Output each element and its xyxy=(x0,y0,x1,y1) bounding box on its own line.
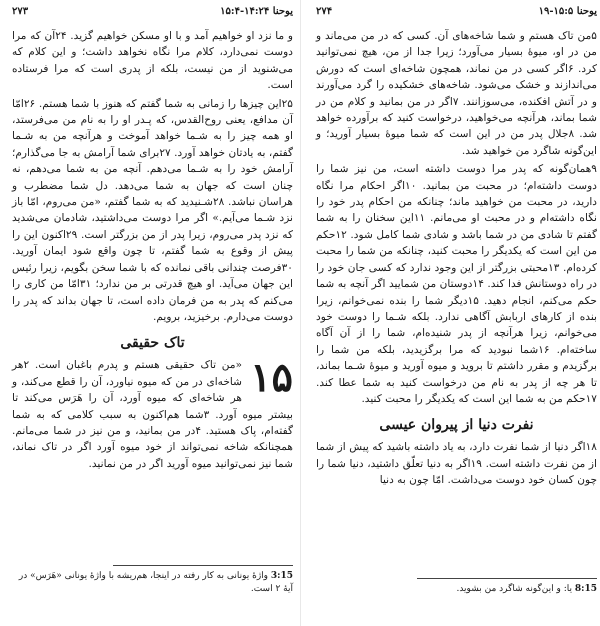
body-text xyxy=(316,28,597,407)
footnote xyxy=(12,570,293,596)
footnote-text: یا: و این‌گونه شاگرد من بشوید. xyxy=(456,584,573,594)
paragraph: «من تاک حقیقی هستم و پدرم باغبان است. ۲هر شاخه‌ای در من که میوه نیاورد، آن را قطع می‌کند، و هر شاخه‌ای که میوه آورد، آن را هَرَس می‌کند تا بیشتر میوه آورد. ۳شما هم‌اکنون به سبب کلامی که به شما گفته‌ام، پاک هستید. ۴در من بمانید، و من نیز در شما می‌مانم. همچنانکه شاخه نمی‌تواند از خود میوه آورد اگر در تاک نماند، شما نیز نمی‌توانید میوه آورید اگر در من نمانید. xyxy=(12,359,293,470)
paragraph: ۵من تاک هستم و شما شاخه‌های آن. کسی که در من می‌ماند و من در او، میوهٔ بسیار می‌آورد؛ زیرا جدا از من، هیچ نمی‌توانید کرد. ۶اگر کسی در من نماند، همچون شاخه‌ای است که دورش می‌اندازند و خشک می‌شود. شاخه‌های خشکیده را گرد می‌آورند و در آتش افکنده، می‌سوزانند. ۷اگر در من بمانید و کلام من در شما بماند، هرآنچه می‌خواهید، درخواست کنید که برآورده خواهد شد. ۸جلال پدر من در این است که شما میوهٔ بسیار آورید؛ و این‌گونه شاگرد من خواهید شد. xyxy=(316,30,597,157)
paragraph: ۱۸اگر دنیا از شما نفرت دارد، به یاد داشته باشید که پیش از شما از من نفرت داشته است. ۱۹اگر به دنیا تعلّق داشتید، دنیا شما را چون کسان خود دوست می‌داشت. امّا چون به دنیا xyxy=(316,441,597,487)
footnote xyxy=(316,583,597,596)
running-head xyxy=(316,6,597,24)
footnote-divider xyxy=(113,565,293,566)
section-heading: نفرت دنیا از پیروان عیسی xyxy=(379,417,534,434)
running-head xyxy=(12,6,293,24)
page-number: ۲۷۴ xyxy=(316,6,333,17)
section-heading: تاک حقیقی xyxy=(120,335,185,352)
running-head-reference: یوحنا ۱۴:۲۴-۱۵:۴ xyxy=(220,6,293,17)
gutter-divider xyxy=(300,0,301,626)
right-page xyxy=(316,0,597,626)
footnote-area xyxy=(12,557,293,596)
footnote-reference: 8:15 xyxy=(574,584,597,594)
chapter-number: ۱۵ xyxy=(250,354,293,402)
paragraph: ۹همان‌گونه که پدر مرا دوست داشته است، من نیز شما را دوست داشته‌ام؛ در محبت من بمانید. ۱۰اگر احکام مرا نگاه دارید، در محبت من خواهید ماند؛ چنانکه من احکام پدر خود را نگاه داشته‌ام و در محبت او می‌مانم. ۱۱این سخنان را به شما گفتم تا شادی من در شما باشد و شادی شما کامل شود. ۱۲حکم من این است که یکدیگر را محبت کنید، چنانکه من شما را محبت کرده‌ام. ۱۳محبتی بزرگتر از این وجود ندارد که کسی جان خود را در راه دوستانش فدا کند. ۱۴دوستان من شمایید اگر آنچه به شما حکم می‌کنم، انجام دهید. ۱۵دیگر شما را بنده نمی‌خوانم، زیرا بنده از کارهای اربابش آگاهی ندارد. بلکه شـما را دوست خود می‌خوانم، زیرا هرآنچه از پدر شنیده‌ام، شما را از آن آگاه ساخته‌ام. ۱۶شما نبودید که مرا برگزیدید، بلکه من شما را برگزیدم و مقرر داشتم تا بروید و میوه آورید و میوهٔ شـما بماند، تا هر چه از پدر به نام من درخواست کنید به شما عطا کند. ۱۷حکم من به شما این است که یکدیگر را محبت کنید. xyxy=(316,163,597,405)
paragraph: و ما نزد او خواهیم آمد و با او مسکن خواهیم گزید. ۲۴آن که مرا دوست نمی‌دارد، کلام مرا نگاه نخواهد داشت؛ و این کلام که می‌شنوید از من نیست، بلکه از پدری است که مرا فرستاده است. xyxy=(12,30,293,92)
body-text xyxy=(316,439,597,488)
page-number: ۲۷۳ xyxy=(12,6,29,17)
left-page xyxy=(12,0,293,626)
chapter-block xyxy=(12,354,293,472)
footnote-area xyxy=(316,570,597,596)
running-head-reference: یوحنا ۱۵:۵-۱۹ xyxy=(538,6,597,17)
body-text xyxy=(12,28,293,325)
footnote-text: واژهٔ یونانی به کار رفته در اینجا، هم‌ریشه با واژهٔ یونانی «هَرَس» در آیهٔ ۲ است. xyxy=(18,571,293,594)
footnote-divider xyxy=(417,578,597,579)
paragraph: ۲۵این چیزها را زمانی به شما گفتم که هنوز با شما هستم. ۲۶امّا آن مدافع، یعنی روح‌القدس، که پـدر او را به نام من می‌فرستد، او همه چیز را به شـما خواهد آموخت و هرآنچه من به شـما گفتم، به یادتان خواهد آورد. ۲۷برای شما آرامش به جا می‌گذارم؛ آرامش خود را به شـما می‌دهم. آنچه من به شما می‌دهم، نه چنان است که جهان به شما می‌دهد. دل شما مضطرب و هراسان نباشد. ۲۸شـنیدید که به شما گفتم، «من می‌روم، امّا باز نزد شـما می‌آیم.» اگر مرا دوست می‌داشتید، شادمان می‌شدید که نزد پدر می‌روم، زیرا پدر از من بزرگتر است. ۲۹اکنون این را پیش از وقوع به شما گفتم، تا چون واقع شود ایمان آورید. ۳۰فرصت چندانی باقی نمانده که با شما سخن بگویم، زیرا رئیس این جهان می‌آید. او هیچ قدرتی بر من ندارد؛ ۳۱امّا من کاری را می‌کنم که پدر به من فرمان داده است، تا جهان بداند که پدر را دوست می‌دارم. برخیزید، برویم. xyxy=(12,97,293,323)
footnote-reference: 3:15 xyxy=(270,571,293,581)
